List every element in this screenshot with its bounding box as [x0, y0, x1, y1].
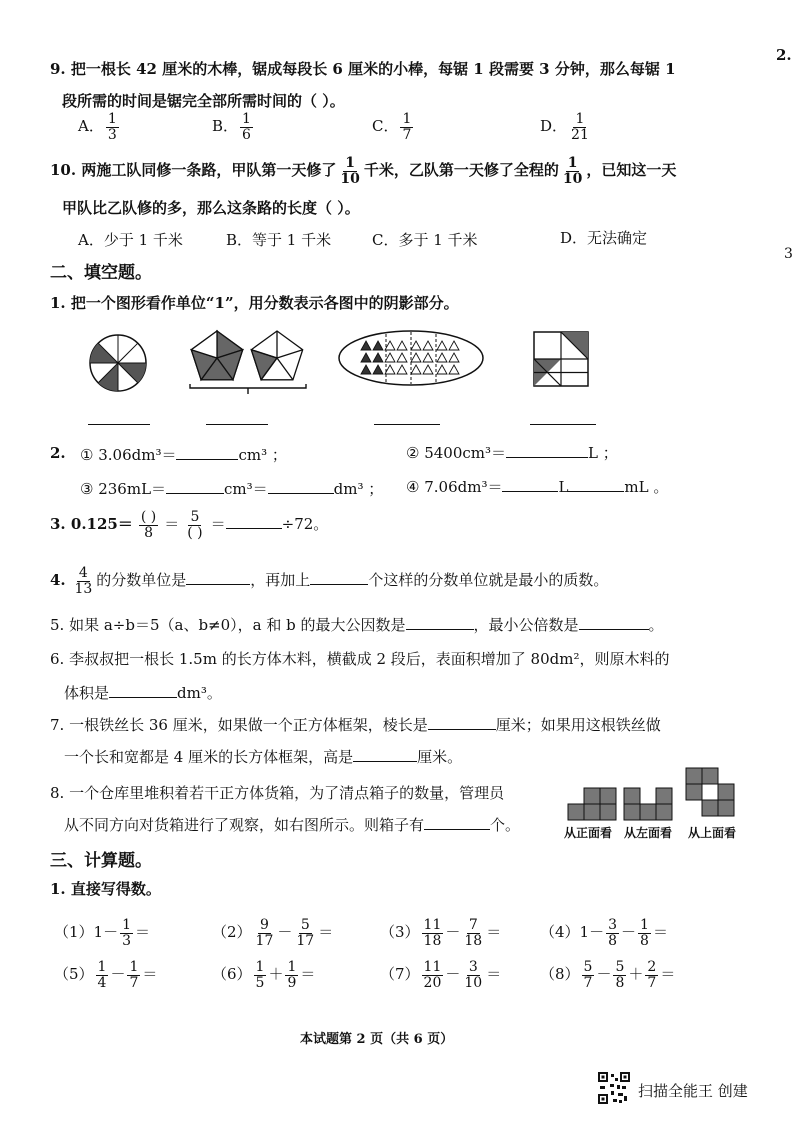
answer-blank[interactable]: [579, 615, 649, 630]
answer-blank[interactable]: [226, 514, 282, 529]
page-number: 本试题第 2 页（共 6 页）: [300, 1032, 454, 1047]
section2-title: 二、填空题。: [50, 263, 152, 283]
fill2-num: 2.: [50, 444, 66, 462]
answer-blank[interactable]: [428, 715, 496, 730]
calc1-text: 1. 直接写得数。: [50, 880, 161, 898]
fill6-line2: 体积是 dm³。: [64, 684, 222, 702]
answer-blank[interactable]: [186, 570, 250, 585]
square-grid-figure: [534, 332, 590, 388]
fill1-text: 1. 把一个图形看作单位“1”，用分数表示各图中的阴影部分。: [50, 294, 459, 312]
answer-blank[interactable]: [406, 615, 474, 630]
calc-item: （1）1－ $\frac{1}{3}$ ＝: [54, 917, 151, 949]
qr-code-icon: [598, 1072, 630, 1104]
three-views-figure: [564, 764, 748, 824]
calc-item: （4）1－ $\frac{3}{8}$ － $\frac{1}{8}$ ＝: [540, 917, 668, 949]
fill2-c: ③ 236mL＝ cm³＝ dm³ ；: [80, 480, 384, 498]
q10-line2: 甲队比乙队修的多，那么这条路的长度（ ）。: [62, 199, 360, 217]
q9-line2: 段所需的时间是锯完全部所需时间的（ ）。: [62, 92, 345, 110]
fill7-line2: 一个长和宽都是 4 厘米的长方体框架，高是 厘米。: [64, 748, 463, 766]
triangle-ellipse-figure: [338, 330, 484, 386]
circle-fraction-figure: [88, 333, 148, 393]
answer-blank[interactable]: [268, 479, 334, 494]
calc-item: （6） $\frac{1}{5}$ ＋ $\frac{1}{9}$ ＝: [212, 959, 316, 991]
q9-option-b[interactable]: B． $\frac{1}{6}$: [212, 111, 251, 143]
edge-mark-mid: 3: [784, 246, 793, 262]
fill2-b: ② 5400cm³＝ L ；: [406, 444, 618, 462]
fill6-line1: 6. 李叔叔把一根长 1.5m 的长方体木料，横截成 2 段后，表面积增加了 80dm²，则原木料的: [50, 650, 670, 668]
fill2-a: ① 3.06dm³＝ cm³ ；: [80, 446, 287, 464]
fill8-line1: 8. 一个仓库里堆积着若干正方体货箱，为了清点箱子的数量，管理员: [50, 784, 505, 802]
q10-option-a[interactable]: A．少于 1 千米: [78, 231, 183, 249]
fill4: 4. $\frac{4}{13}$ 的分数单位是 ，再加上 个这样的分数单位就是最小的质数。: [50, 565, 609, 597]
calc-item: （3） $\frac{11}{18}$ － $\frac{7}{18}$ ＝: [380, 917, 502, 949]
calc-item: （2） $\frac{9}{17}$ － $\frac{5}{17}$ ＝: [212, 917, 334, 949]
section3-title: 三、计算题。: [50, 851, 152, 871]
answer-blank[interactable]: [424, 815, 490, 830]
answer-line-1[interactable]: [88, 424, 150, 425]
answer-line-2[interactable]: [206, 424, 268, 425]
answer-blank[interactable]: [310, 570, 368, 585]
answer-blank[interactable]: [109, 683, 177, 698]
q10-option-d[interactable]: D．无法确定: [560, 229, 648, 247]
answer-blank[interactable]: [176, 445, 238, 460]
scanner-watermark: 扫描全能王 创建: [638, 1082, 748, 1100]
fill8-line2: 从不同方向对货箱进行了观察，如右图所示。则箱子有 个。: [64, 816, 521, 834]
answer-blank[interactable]: [568, 477, 624, 492]
q10-option-c[interactable]: C．多于 1 千米: [372, 231, 478, 249]
answer-line-3[interactable]: [374, 424, 440, 425]
fill5: 5. 如果 a÷b＝5（a、b≠0），a 和 b 的最大公因数是 ，最小公倍数是 。: [50, 616, 664, 634]
fill2-d: ④ 7.06dm³＝ L mL 。: [406, 478, 669, 496]
answer-blank[interactable]: [166, 479, 224, 494]
q9-option-a[interactable]: A． $\frac{1}{3}$: [78, 111, 117, 143]
q10-option-b[interactable]: B．等于 1 千米: [226, 231, 332, 249]
answer-blank[interactable]: [502, 477, 558, 492]
q10-line1: 10. 两施工队同修一条路，甲队第一天修了 $\frac{1}{10}$ 千米，乙队第一天修了全程的 $\frac{1}{10}$ ，已知这一天: [50, 155, 677, 187]
fill3: 3. 0.125＝ $\frac{( )}{8}$ ＝ $\frac{5}{( )}$ ＝ ÷72。: [50, 509, 329, 541]
calc-item: （7） $\frac{11}{20}$ － $\frac{3}{10}$ ＝: [380, 959, 502, 991]
answer-blank[interactable]: [353, 747, 417, 762]
answer-blank[interactable]: [506, 443, 588, 458]
calc-item: （5） $\frac{1}{4}$ － $\frac{1}{7}$ ＝: [54, 959, 158, 991]
edge-mark-top: 2.: [776, 46, 792, 64]
q9-option-d[interactable]: D． $\frac{1}{21}$: [540, 111, 589, 143]
view-label-left: 从左面看: [624, 826, 673, 840]
answer-line-4[interactable]: [530, 424, 596, 425]
view-label-front: 从正面看: [564, 826, 613, 840]
view-label-top: 从上面看: [688, 826, 737, 840]
calc-item: （8） $\frac{5}{7}$ － $\frac{5}{8}$ ＋ $\frac{2}{7}$ ＝: [540, 959, 676, 991]
q9-line1: 9. 把一根长 42 厘米的木棒，锯成每段长 6 厘米的小棒，每锯 1 段需要 3 分钟，那么每锯 1: [50, 60, 676, 78]
q9-option-c[interactable]: C． $\frac{1}{7}$: [372, 111, 412, 143]
fill7-line1: 7. 一根铁丝长 36 厘米，如果做一个正方体框架，棱长是 厘米；如果用这根铁丝做: [50, 716, 661, 734]
pentagon-fraction-figure: [186, 330, 310, 396]
